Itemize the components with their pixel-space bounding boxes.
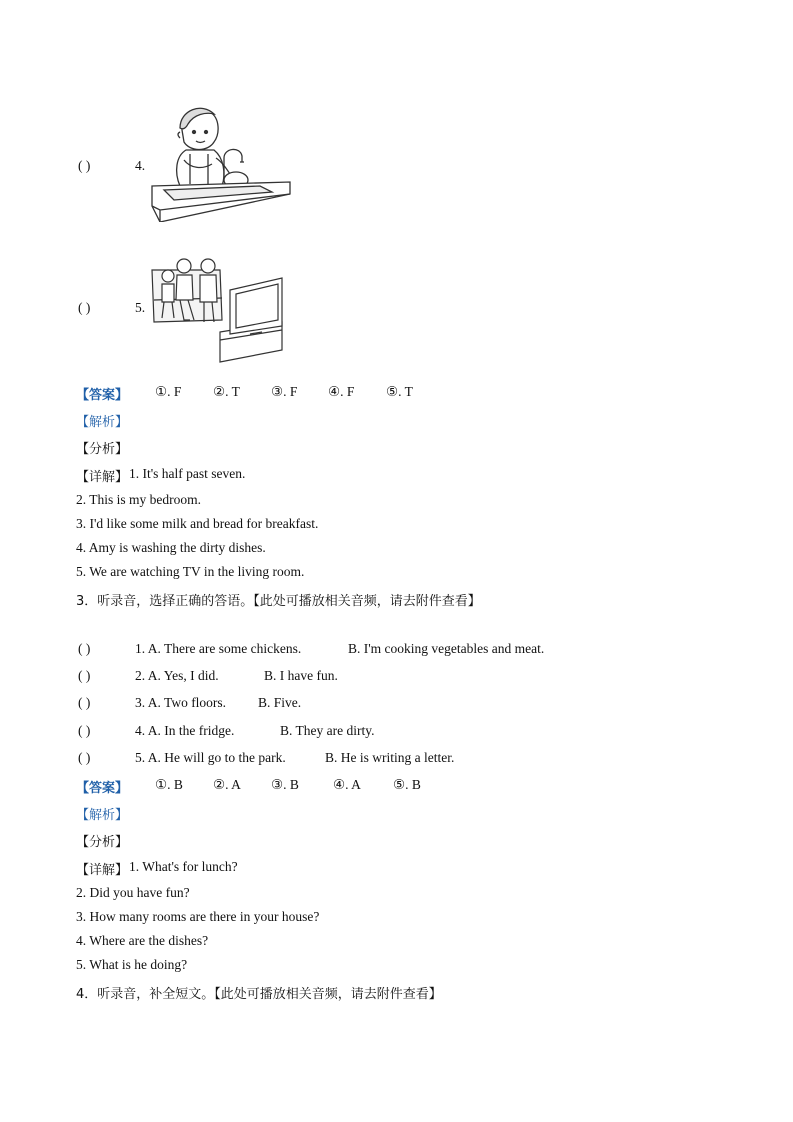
analysis-label: 【解析】: [76, 415, 129, 430]
question-option-b: B. He is writing a letter.: [325, 750, 455, 765]
answer-item: ⑤. B: [393, 777, 421, 792]
answer-label: 【答案】: [76, 781, 129, 796]
question-paren: ( ): [78, 641, 91, 656]
analysis-label: 【解析】: [76, 808, 129, 823]
detail-line: 2. Did you have fun?: [76, 885, 190, 900]
question-paren: ( ): [78, 668, 91, 683]
question-option-b: B. Five.: [258, 695, 302, 710]
section-3-heading: 3．听录音，选择正确的答语。【此处可播放相关音频，请去附件查看】: [76, 594, 481, 609]
answer-item: ④. A: [333, 777, 361, 792]
question-option-a: 2. A. Yes, I did.: [135, 668, 219, 683]
question-option-a: 3. A. Two floors.: [135, 695, 227, 710]
answer-item: ③. F: [271, 384, 298, 399]
question-option-a: 1. A. There are some chickens.: [135, 641, 302, 656]
question-option-b: B. They are dirty.: [280, 723, 375, 738]
detail-line: 5. What is he doing?: [76, 957, 188, 972]
answer-item: ①. B: [155, 777, 183, 792]
detail-line: 1. It's half past seven.: [129, 466, 246, 481]
item-4-paren: ( ): [78, 158, 91, 173]
detail-line: 1. What's for lunch?: [129, 859, 238, 874]
detail-line: 3. I'd like some milk and bread for breakfast.: [76, 516, 319, 531]
answer-item: ④. F: [328, 384, 355, 399]
answer-label: 【答案】: [76, 388, 129, 403]
question-paren: ( ): [78, 750, 91, 765]
question-paren: ( ): [78, 723, 91, 738]
fenxi-label: 【分析】: [76, 442, 129, 457]
detail-label: 【详解】: [76, 863, 129, 878]
detail-line: 2. This is my bedroom.: [76, 492, 202, 507]
detail-line: 4. Where are the dishes?: [76, 933, 209, 948]
question-option-a: 4. A. In the fridge.: [135, 723, 235, 738]
answer-item: ②. T: [213, 384, 240, 399]
question-option-b: B. I'm cooking vegetables and meat.: [348, 641, 545, 656]
answer-item: ③. B: [271, 777, 299, 792]
detail-line: 4. Amy is washing the dirty dishes.: [76, 540, 266, 555]
question-option-a: 5. A. He will go to the park.: [135, 750, 286, 765]
detail-line: 5. We are watching TV in the living room.: [76, 564, 305, 579]
item-5-paren: ( ): [78, 300, 91, 315]
answer-item: ②. A: [213, 777, 241, 792]
fenxi-label: 【分析】: [76, 835, 129, 850]
family-watching-tv-illustration: [150, 250, 285, 368]
item-4-number: 4.: [135, 158, 146, 173]
detail-line: 3. How many rooms are there in your house?: [76, 909, 320, 924]
boy-washing-dishes-illustration: [150, 98, 292, 222]
question-paren: ( ): [78, 695, 91, 710]
question-option-b: B. I have fun.: [264, 668, 338, 683]
detail-label: 【详解】: [76, 470, 129, 485]
item-5-number: 5.: [135, 300, 146, 315]
answer-item: ①. F: [155, 384, 182, 399]
answer-item: ⑤. T: [386, 384, 413, 399]
section-4-heading: 4．听录音，补全短文。【此处可播放相关音频，请去附件查看】: [76, 987, 442, 1002]
